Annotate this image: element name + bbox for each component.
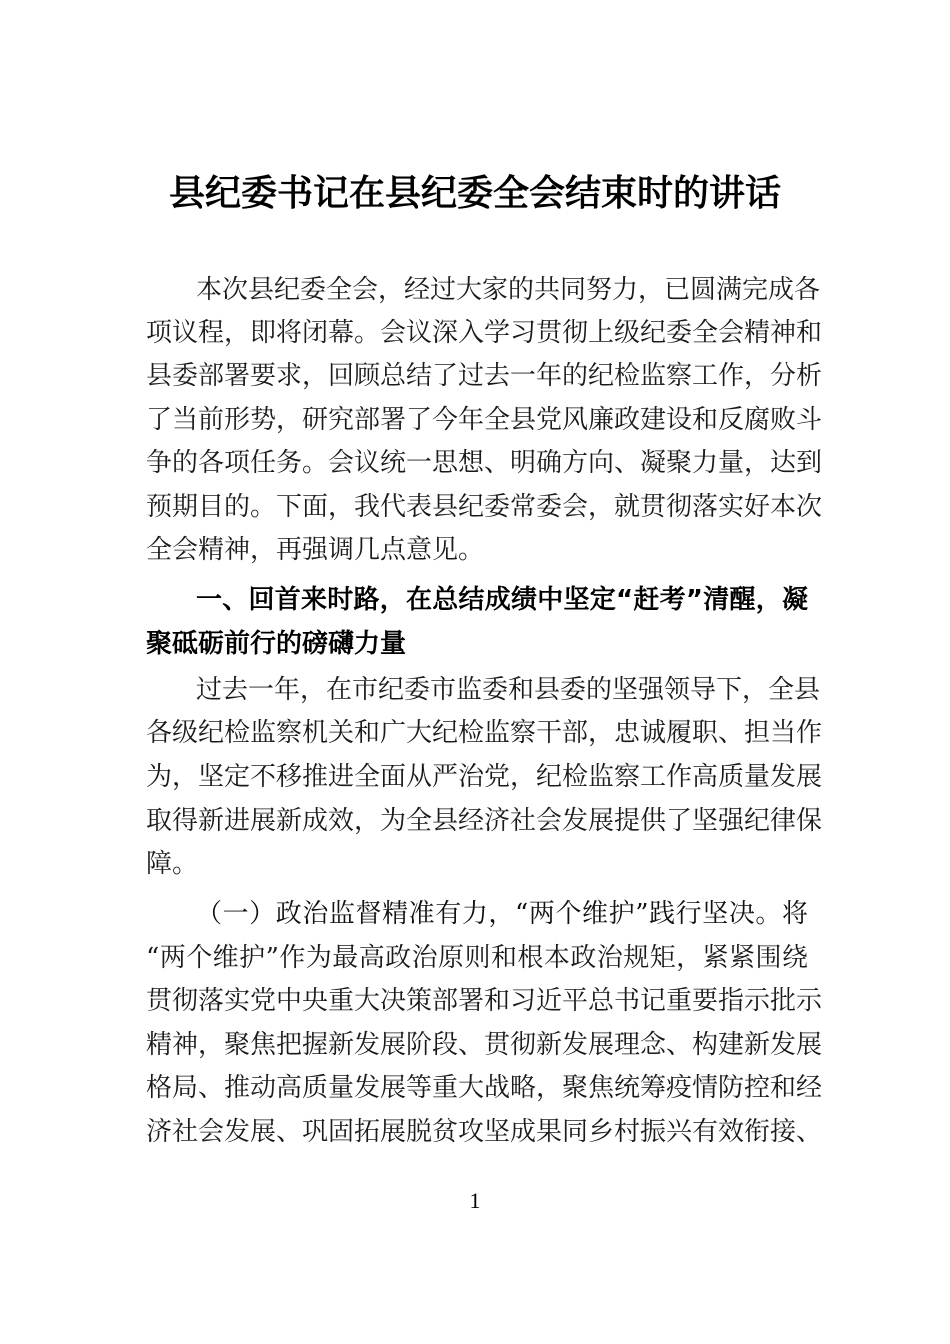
paragraph-1-line-2: 项议程，即将闭幕。会议深入学习贯彻上级纪委全会精神和 bbox=[146, 318, 823, 348]
subsection-1-line-6: 济社会发展、巩固拓展脱贫攻坚成果同乡村振兴有效衔接、 bbox=[146, 1117, 823, 1147]
subsection-1-line-3: 贯彻落实党中央重大决策部署和习近平总书记重要指示批示 bbox=[146, 986, 823, 1016]
paragraph-2-line-3: 为，坚定不移推进全面从严治党，纪检监察工作高质量发展 bbox=[146, 762, 823, 792]
paragraph-2-line-4: 取得新进展新成效，为全县经济社会发展提供了坚强纪律保 bbox=[146, 806, 823, 836]
paragraph-2-line-5: 障。 bbox=[146, 849, 199, 879]
paragraph-1-line-1: 本次县纪委全会，经过大家的共同努力，已圆满完成各 bbox=[196, 275, 821, 305]
paragraph-1-line-6: 预期目的。下面，我代表县纪委常委会，就贯彻落实好本次 bbox=[146, 492, 823, 522]
section-heading-1-line-2: 聚砥砺前行的磅礴力量 bbox=[146, 629, 407, 659]
subsection-1-line-4: 精神，聚焦把握新发展阶段、贯彻新发展理念、构建新发展 bbox=[146, 1030, 823, 1060]
paragraph-1-line-3: 县委部署要求，回顾总结了过去一年的纪检监察工作，分析 bbox=[146, 361, 823, 391]
subsection-1-line-5: 格局、推动高质量发展等重大战略，聚焦统筹疫情防控和经 bbox=[146, 1073, 823, 1103]
document-title: 县纪委书记在县纪委全会结束时的讲话 bbox=[168, 172, 781, 214]
paragraph-2-line-1: 过去一年，在市纪委市监委和县委的坚强领导下，全县 bbox=[196, 675, 821, 705]
page-number: 1 bbox=[469, 1188, 481, 1213]
section-heading-1-line-1: 一、回首来时路，在总结成绩中坚定“赶考”清醒，凝 bbox=[196, 585, 808, 615]
paragraph-1-line-4: 了当前形势，研究部署了今年全县党风廉政建设和反腐败斗 bbox=[146, 405, 823, 435]
paragraph-1-line-7: 全会精神，再强调几点意见。 bbox=[146, 535, 485, 565]
subsection-1-line-1: （一）政治监督精准有力，“两个维护”践行坚决。将 bbox=[196, 899, 808, 929]
paragraph-2-line-2: 各级纪检监察机关和广大纪检监察干部，忠诚履职、担当作 bbox=[146, 718, 823, 748]
subsection-1-line-2: “两个维护”作为最高政治原则和根本政治规矩，紧紧围绕 bbox=[146, 943, 808, 973]
paragraph-1-line-5: 争的各项任务。会议统一思想、明确方向、凝聚力量，达到 bbox=[146, 448, 823, 478]
